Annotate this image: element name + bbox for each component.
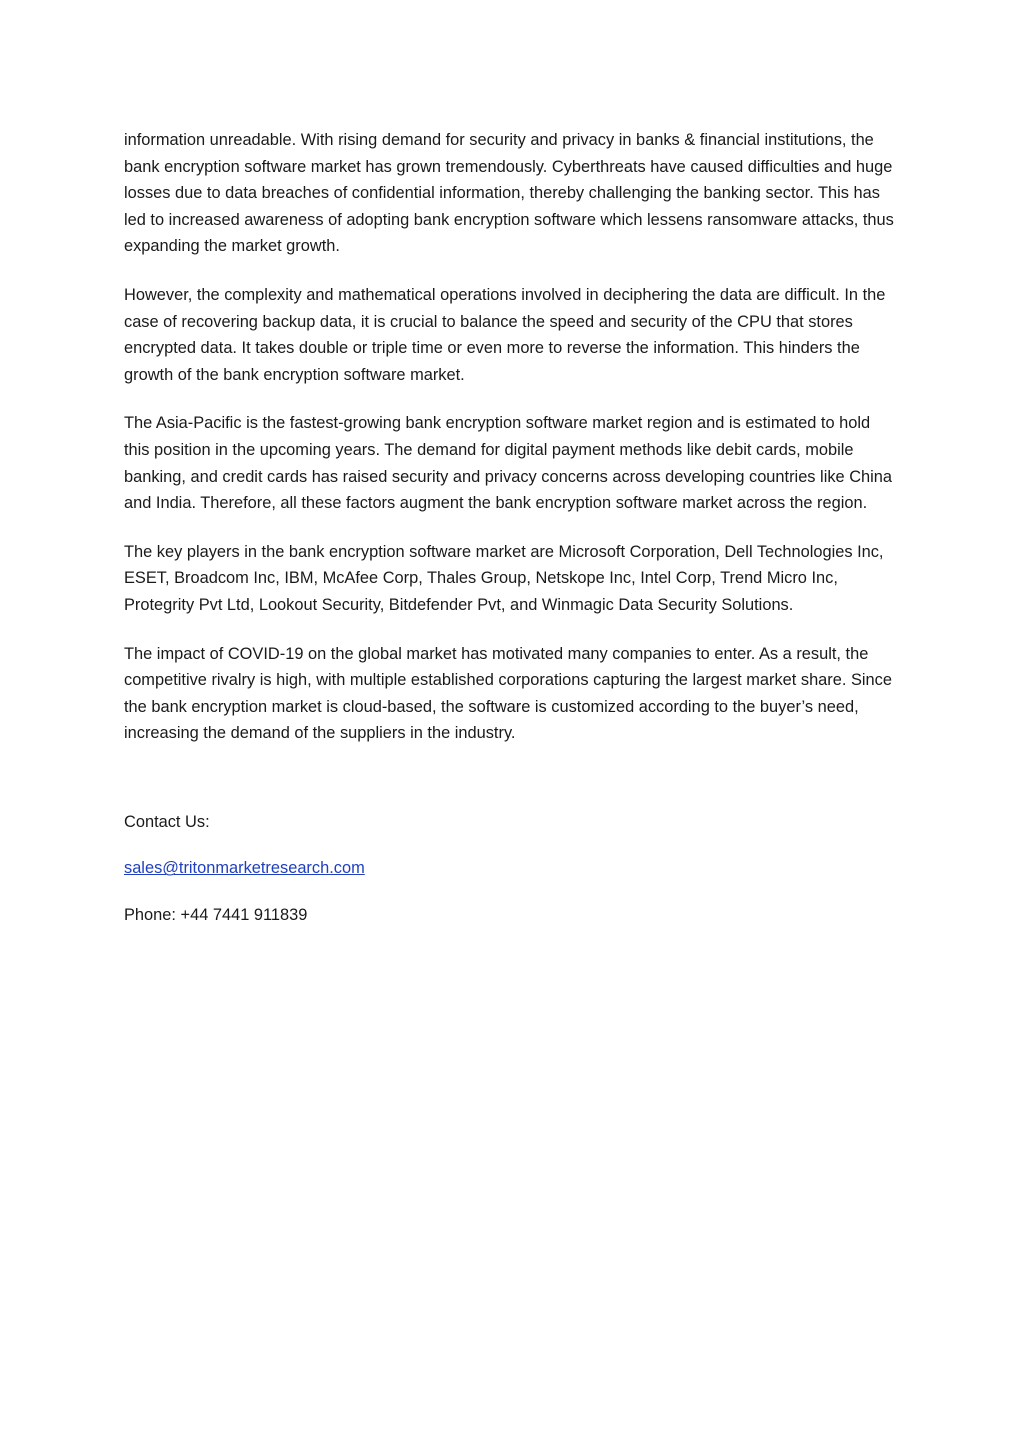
paragraph-complexity: However, the complexity and mathematical operations involved in deciphering the data are difficult. In the case of recovering backup data, it is crucial to balance the speed and security of the CPU that stores encrypted data. It takes double or triple time or even more to reverse the information. This hinders the growth of the bank encryption software market. bbox=[124, 285, 886, 384]
paragraph-encryption-demand: information unreadable. With rising demand for security and privacy in banks & financial institutions, the bank encryption software market has grown tremendously. Cyberthreats have caused difficulties and huge losses due to data breaches of confidential information, thereby challenging the banking sector. This has led to increased awareness of adopting bank encryption software which lessens ransomware attacks, thus expanding the market growth. bbox=[124, 131, 894, 256]
contact-phone: Phone: +44 7441 911839 bbox=[124, 906, 308, 925]
paragraph-key-players: The key players in the bank encryption software market are Microsoft Corporation, Dell Technologies Inc, ESET, Broadcom Inc, IBM, McAfee Corp, Thales Group, Netskope Inc, Intel Corp, Trend Micro Inc, Protegrity Pvt Ltd, Lookout Security, Bitdefender Pvt, and Winmagic Data Security Solutions. bbox=[124, 542, 884, 614]
email-link[interactable]: sales@tritonmarketresearch.com bbox=[124, 859, 365, 878]
contact-heading: Contact Us: bbox=[124, 812, 210, 831]
paragraph-asia-pacific: The Asia-Pacific is the fastest-growing bank encryption software market region and is estimated to hold this position in the upcoming years. The demand for digital payment methods like debit cards, mobile banking, and credit cards has raised security and privacy concerns across developing countries like China and India. Therefore, all these factors augment the bank encryption software market across the region. bbox=[124, 414, 893, 513]
paragraph-covid-impact: The impact of COVID-19 on the global market has motivated many companies to enter. As a result, the competitive rivalry is high, with multiple established corporations capturing the largest market share. Since the bank encryption market is cloud-based, the software is customized according to the buyer’s need, increasing the demand of the suppliers in the industry. bbox=[124, 644, 892, 743]
contact-email-line bbox=[124, 855, 900, 882]
contact-section bbox=[124, 809, 900, 929]
document-body bbox=[124, 127, 900, 949]
